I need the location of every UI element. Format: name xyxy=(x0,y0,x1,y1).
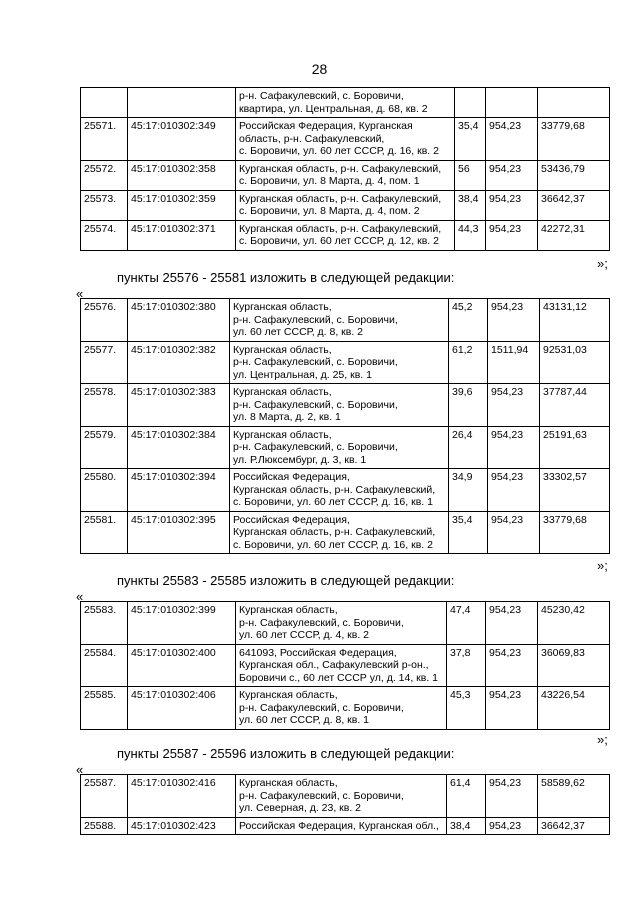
address-cell xyxy=(236,190,455,220)
address-line: р-н. Сафакулевский, с. Боровичи, xyxy=(233,313,398,326)
item-number-cell: 25577. xyxy=(81,341,128,384)
item-number-cell: 25587. xyxy=(81,775,128,818)
cadastral-number-cell: 45:17:010302:400 xyxy=(128,644,236,687)
address-line: Курганская область, xyxy=(233,428,332,441)
address-line: Курганская область, xyxy=(239,689,338,701)
cadastral-value-cell: 58589,62 xyxy=(538,775,610,818)
address-line: с. Боровичи, ул. 8 Марта, д. 4, пом. 1 xyxy=(239,175,420,187)
area-cell: 45,2 xyxy=(449,299,488,342)
area-cell: 39,6 xyxy=(449,384,488,427)
address-cell xyxy=(236,118,455,161)
address-line: Курганская область, xyxy=(239,777,338,789)
address-line: Курганская область, xyxy=(233,301,332,313)
cadastral-number-cell: 45:17:010302:416 xyxy=(128,775,236,818)
rate-cell: 954,23 xyxy=(486,775,538,818)
address-line: с. Боровичи, ул. 60 лет СССР, д. 16, кв. 1 xyxy=(233,496,433,508)
area-cell: 35,4 xyxy=(455,118,486,161)
address-cell xyxy=(236,160,455,190)
address-line: Курганская область, xyxy=(239,604,338,616)
address-cell xyxy=(230,384,449,427)
table-body xyxy=(81,88,610,251)
address-line: Курганская область, р-н. Сафакулевский, xyxy=(239,222,442,235)
table-row xyxy=(81,220,610,250)
cadastral-value-cell: 37787,44 xyxy=(540,384,610,427)
cadastral-number-cell: 45:17:010302:371 xyxy=(128,220,236,250)
address-line: квартира, ул. Центральная, д. 68, кв. 2 xyxy=(239,102,428,115)
address-line: р-н. Сафакулевский, с. Боровичи, xyxy=(233,441,398,453)
table-row xyxy=(81,426,610,469)
item-number-cell xyxy=(81,88,128,118)
item-number-cell: 25574. xyxy=(81,220,128,250)
table-row xyxy=(81,644,610,687)
address-line: с. Боровичи, ул. 8 Марта, д. 4, пом. 2 xyxy=(239,205,420,217)
rate-cell: 954,23 xyxy=(488,426,540,469)
address-cell xyxy=(236,88,455,118)
address-line: с. Боровичи, ул. 60 лет СССР, д. 12, кв. 2 xyxy=(239,235,439,247)
address-line: Российская Федерация, Курганская xyxy=(239,120,413,132)
address-line: ул. 60 лет СССР, д. 4, кв. 2 xyxy=(239,629,370,641)
rate-cell: 954,23 xyxy=(488,469,540,512)
open-quote-mark: « xyxy=(76,589,84,604)
cadastral-value-cell: 45230,42 xyxy=(538,602,610,645)
cadastral-number-cell: 45:17:010302:382 xyxy=(128,341,230,384)
address-line: Курганская область, xyxy=(233,386,332,398)
address-line: р-н. Сафакулевский, с. Боровичи, xyxy=(233,398,398,411)
open-quote-mark: « xyxy=(76,286,84,301)
table-row xyxy=(81,299,610,342)
table-row xyxy=(81,384,610,427)
rate-cell: 954,23 xyxy=(486,817,538,835)
item-number-cell: 25580. xyxy=(81,469,128,512)
item-number-cell: 25578. xyxy=(81,384,128,427)
property-table-4 xyxy=(80,774,610,835)
address-line: ул. Р.Люксембург, д. 3, кв. 1 xyxy=(233,453,367,466)
rate-cell: 954,23 xyxy=(486,644,538,687)
table-body xyxy=(81,299,610,554)
item-number-cell: 25588. xyxy=(81,817,128,835)
area-cell: 37,8 xyxy=(447,644,486,687)
cadastral-number-cell: 45:17:010302:358 xyxy=(128,160,236,190)
address-line: р-н. Сафакулевский, с. Боровичи, xyxy=(239,789,404,802)
rate-cell: 954,23 xyxy=(486,160,538,190)
address-cell xyxy=(230,341,449,384)
cadastral-number-cell: 45:17:010302:359 xyxy=(128,190,236,220)
address-line: с. Боровичи, ул. 60 лет СССР, д. 16, кв. 2 xyxy=(239,145,439,157)
cadastral-number-cell: 45:17:010302:399 xyxy=(128,602,236,645)
item-number-cell: 25584. xyxy=(81,644,128,687)
area-cell: 38,4 xyxy=(455,190,486,220)
cadastral-value-cell: 43131,12 xyxy=(540,299,610,342)
table-row xyxy=(81,160,610,190)
area-cell: 47,4 xyxy=(447,602,486,645)
address-line: Курганская область, р-н. Сафакулевский, xyxy=(233,483,436,496)
table-row xyxy=(81,511,610,554)
item-number-cell: 25572. xyxy=(81,160,128,190)
table-row xyxy=(81,88,610,118)
address-line: 641093, Российская Федерация, xyxy=(239,646,397,659)
address-line: Российская Федерация, Курганская обл., xyxy=(239,819,439,832)
address-line: Курганская область, xyxy=(233,343,332,356)
area-cell: 35,4 xyxy=(449,511,488,554)
address-cell xyxy=(236,817,447,835)
table-body xyxy=(81,602,610,730)
rate-cell: 954,23 xyxy=(486,687,538,730)
cadastral-value-cell: 42272,31 xyxy=(538,220,610,250)
area-cell: 45,3 xyxy=(447,687,486,730)
section-heading-3: пункты 25587 - 25596 изложить в следующей редакции: xyxy=(117,746,455,761)
address-line: р-н. Сафакулевский, с. Боровичи, xyxy=(239,616,404,629)
open-quote-mark: « xyxy=(76,762,84,777)
address-line: ул. Северная, д. 23, кв. 2 xyxy=(239,802,362,814)
table-row xyxy=(81,190,610,220)
area-cell: 61,2 xyxy=(449,341,488,384)
address-line: р-н. Сафакулевский, с. Боровичи, xyxy=(239,701,404,714)
address-line: Курганская обл., Сафакулевский р-он., xyxy=(239,659,429,671)
area-cell: 26,4 xyxy=(449,426,488,469)
cadastral-value-cell: 53436,79 xyxy=(538,160,610,190)
area-cell: 38,4 xyxy=(447,817,486,835)
section-heading-2: пункты 25583 - 25585 изложить в следующей редакции: xyxy=(117,573,455,588)
property-table-1 xyxy=(80,87,610,251)
cadastral-value-cell xyxy=(538,88,610,118)
area-cell: 34,9 xyxy=(449,469,488,512)
address-line: с. Боровичи, ул. 60 лет СССР, д. 16, кв. 2 xyxy=(233,538,433,551)
rate-cell: 954,23 xyxy=(486,118,538,161)
address-line: р-н. Сафакулевский, с. Боровичи, xyxy=(233,356,398,368)
address-line: ул. 60 лет СССР, д. 8, кв. 1 xyxy=(239,714,370,726)
table-row xyxy=(81,817,610,835)
address-line: Боровичи с., 60 лет СССР ул, д. 14, кв. 1 xyxy=(239,671,439,684)
address-line: Российская Федерация, xyxy=(233,513,350,526)
item-number-cell: 25576. xyxy=(81,299,128,342)
item-number-cell: 25571. xyxy=(81,118,128,161)
area-cell: 61,4 xyxy=(447,775,486,818)
close-quote-mark: »; xyxy=(597,732,608,747)
rate-cell: 954,23 xyxy=(488,299,540,342)
rate-cell: 1511,94 xyxy=(488,341,540,384)
property-table-2 xyxy=(80,298,610,554)
address-cell xyxy=(236,644,447,687)
cadastral-number-cell: 45:17:010302:380 xyxy=(128,299,230,342)
rate-cell: 954,23 xyxy=(486,190,538,220)
item-number-cell: 25579. xyxy=(81,426,128,469)
item-number-cell: 25573. xyxy=(81,190,128,220)
address-line: область, р-н. Сафакулевский, xyxy=(239,132,385,145)
cadastral-value-cell: 25191,63 xyxy=(540,426,610,469)
address-line: Курганская область, р-н. Сафакулевский, xyxy=(239,192,442,205)
cadastral-number-cell: 45:17:010302:349 xyxy=(128,118,236,161)
address-cell xyxy=(230,426,449,469)
cadastral-number-cell: 45:17:010302:406 xyxy=(128,687,236,730)
page-number: 28 xyxy=(311,61,328,77)
address-line: Курганская область, р-н. Сафакулевский, xyxy=(233,526,436,538)
item-number-cell: 25585. xyxy=(81,687,128,730)
item-number-cell: 25581. xyxy=(81,511,128,554)
cadastral-number-cell: 45:17:010302:395 xyxy=(128,511,230,554)
table-body xyxy=(81,775,610,835)
cadastral-number-cell: 45:17:010302:383 xyxy=(128,384,230,427)
address-line: р-н. Сафакулевский, с. Боровичи, xyxy=(239,90,404,102)
rate-cell xyxy=(486,88,538,118)
cadastral-value-cell: 92531,03 xyxy=(540,341,610,384)
cadastral-number-cell: 45:17:010302:394 xyxy=(128,469,230,512)
address-cell xyxy=(236,687,447,730)
area-cell: 56 xyxy=(455,160,486,190)
address-line: ул. Центральная, д. 25, кв. 1 xyxy=(233,368,372,381)
rate-cell: 954,23 xyxy=(488,511,540,554)
cadastral-number-cell: 45:17:010302:423 xyxy=(128,817,236,835)
cadastral-number-cell: 45:17:010302:384 xyxy=(128,426,230,469)
address-line: ул. 8 Марта, д. 2, кв. 1 xyxy=(233,411,341,423)
section-heading-1: пункты 25576 - 25581 изложить в следующей редакции: xyxy=(117,270,455,285)
address-line: ул. 60 лет СССР, д. 8, кв. 2 xyxy=(233,326,364,338)
table-row xyxy=(81,341,610,384)
address-line: Российская Федерация, xyxy=(233,471,350,483)
cadastral-value-cell: 33779,68 xyxy=(540,511,610,554)
cadastral-value-cell: 36642,37 xyxy=(538,817,610,835)
area-cell xyxy=(455,88,486,118)
cadastral-number-cell xyxy=(128,88,236,118)
item-number-cell: 25583. xyxy=(81,602,128,645)
address-cell xyxy=(230,299,449,342)
cadastral-value-cell: 43226,54 xyxy=(538,687,610,730)
table-row xyxy=(81,469,610,512)
property-table-3 xyxy=(80,601,610,730)
address-cell xyxy=(236,602,447,645)
table-row xyxy=(81,602,610,645)
area-cell: 44,3 xyxy=(455,220,486,250)
address-line: Курганская область, р-н. Сафакулевский, xyxy=(239,162,442,175)
rate-cell: 954,23 xyxy=(486,220,538,250)
cadastral-value-cell: 33302,57 xyxy=(540,469,610,512)
table-row xyxy=(81,118,610,161)
close-quote-mark: »; xyxy=(597,256,608,271)
cadastral-value-cell: 33779,68 xyxy=(538,118,610,161)
address-cell xyxy=(236,220,455,250)
table-row xyxy=(81,687,610,730)
close-quote-mark: »; xyxy=(597,558,608,573)
address-cell xyxy=(236,775,447,818)
address-cell xyxy=(230,511,449,554)
table-row xyxy=(81,775,610,818)
cadastral-value-cell: 36069,83 xyxy=(538,644,610,687)
address-cell xyxy=(230,469,449,512)
rate-cell: 954,23 xyxy=(486,602,538,645)
cadastral-value-cell: 36642,37 xyxy=(538,190,610,220)
rate-cell: 954,23 xyxy=(488,384,540,427)
